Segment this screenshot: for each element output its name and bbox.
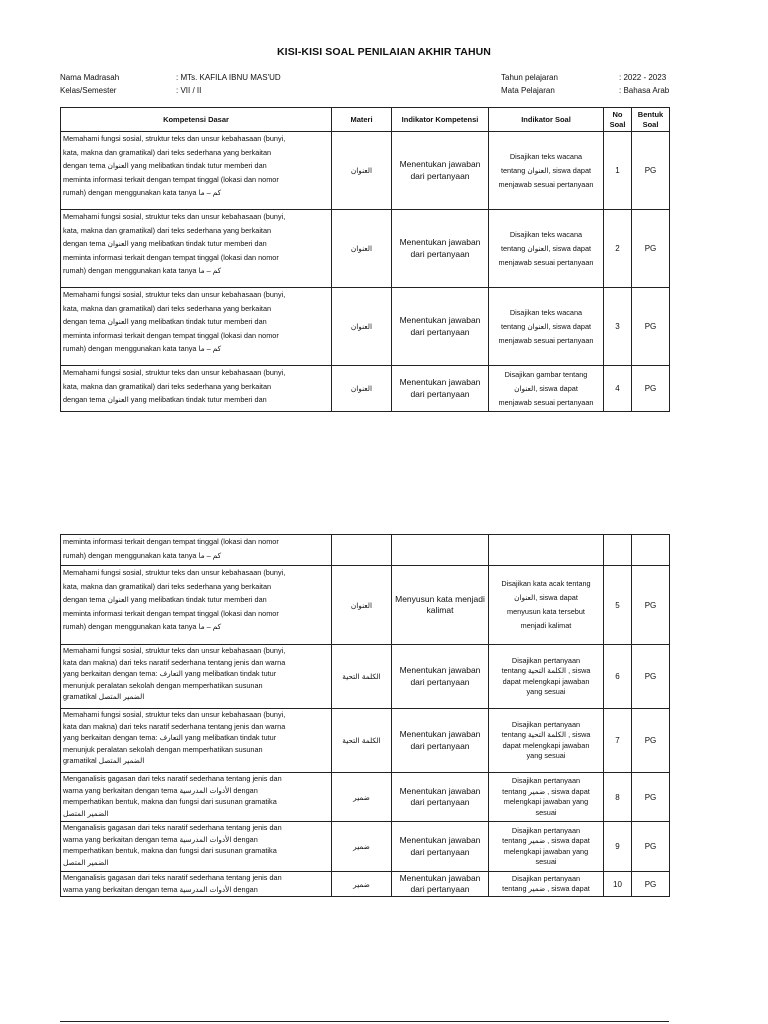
indikator-soal-cell — [489, 645, 604, 709]
kd-line: Menganalisis gagasan dari teks naratif sederhana tentang jenis dan — [63, 823, 282, 832]
table-row — [61, 872, 670, 897]
kompetensi-dasar-cell — [61, 210, 332, 288]
materi-cell — [332, 535, 392, 566]
no-soal-cell: 8 — [604, 773, 632, 822]
table-row — [61, 773, 670, 822]
bentuk-soal-cell — [632, 535, 670, 566]
meta-value: : 2022 - 2023 — [619, 73, 667, 82]
indikator-soal-line: العنوان, siswa dapat — [514, 383, 578, 393]
kompetensi-dasar-cell — [61, 709, 332, 773]
kd-line: kata, makna dan gramatikal) dari teks sederhana yang berkaitan — [63, 225, 272, 235]
kd-line: Menganalisis gagasan dari teks naratif sederhana tentang jenis dan — [63, 873, 282, 882]
meta-right — [501, 71, 669, 97]
kd-line: rumah) dengan menggunakan kata tanya كم – ما — [63, 622, 222, 631]
meta-value: : VII / II — [176, 86, 202, 95]
indikator-soal-line: menjawab sesuai pertanyaan — [498, 179, 594, 189]
kd-line: kata, makna dan gramatikal) dari teks sederhana yang berkaitan — [63, 147, 272, 157]
kd-line: Memahami fungsi sosial, struktur teks dan unsur kebahasaan (bunyi, — [63, 568, 286, 577]
bentuk-soal-cell: PG — [632, 366, 670, 412]
page-divider — [60, 1021, 669, 1022]
indikator-kompetensi-cell: Menentukan jawaban dari pertanyaan — [392, 132, 489, 210]
meta-label: Tahun pelajaran — [501, 73, 558, 82]
table-row — [61, 210, 670, 288]
table-header-row — [61, 108, 670, 132]
table-row — [61, 645, 670, 709]
indikator-soal-line: Disajikan teks wacana — [509, 229, 583, 239]
materi-cell: الكلمة التحية — [332, 645, 392, 709]
indikator-kompetensi-cell: Menyusun kata menjadi kalimat — [392, 566, 489, 645]
kd-line: yang berkaitan dengan tema: التعارف yang melibatkan tindak tutur — [63, 669, 277, 678]
indikator-soal-line: tentang العنوان, siswa dapat — [500, 321, 592, 331]
kompetensi-dasar-cell — [61, 132, 332, 210]
document-title: KISI-KISI SOAL PENILAIAN AKHIR TAHUN — [277, 46, 491, 58]
indikator-kompetensi-cell: Menentukan jawaban dari pertanyaan — [392, 288, 489, 366]
indikator-soal-line: tentang العنوان, siswa dapat — [500, 243, 592, 253]
kd-line: Memahami fungsi sosial, struktur teks dan unsur kebahasaan (bunyi, — [63, 646, 286, 655]
indikator-soal-cell — [489, 709, 604, 773]
kd-line: gramatikal الضمير المتصل — [63, 756, 145, 765]
indikator-soal-line: Disajikan pertanyaan — [511, 719, 581, 729]
indikator-soal-cell — [489, 566, 604, 645]
header-materi: Materi — [332, 108, 392, 132]
kd-line: warna yang berkaitan dengan tema الأدوات المدرسية dengan — [63, 785, 258, 795]
no-soal-cell: 3 — [604, 288, 632, 366]
materi-cell: العنوان — [332, 366, 392, 412]
table-row — [61, 132, 670, 210]
indikator-soal-line: yang sesuai — [526, 687, 566, 696]
indikator-soal-line: yang sesuai — [526, 751, 566, 760]
kd-line: rumah) dengan menggunakan kata tanya كم – ما — [63, 550, 222, 560]
header-indikator-soal: Indikator Soal — [489, 108, 604, 132]
materi-cell: العنوان — [332, 288, 392, 366]
no-soal-cell: 7 — [604, 709, 632, 773]
table-row-continuation — [61, 535, 670, 566]
indikator-kompetensi-cell: Menentukan jawaban dari pertanyaan — [392, 210, 489, 288]
indikator-soal-line: dapat melengkapi jawaban — [502, 740, 590, 750]
indikator-soal-line: Disajikan pertanyaan — [511, 655, 581, 665]
kd-line: meminta informasi terkait dengan tempat tinggal (lokasi dan nomor — [63, 252, 279, 262]
indikator-soal-line: menyusun kata tersebut — [507, 607, 585, 616]
kompetensi-dasar-cell — [61, 773, 332, 822]
materi-cell: ضمير — [332, 872, 392, 897]
bentuk-soal-cell: PG — [632, 645, 670, 709]
kd-line: dengan tema العنوان yang melibatkan tindak tutur memberi dan — [63, 595, 267, 604]
kd-line: meminta informasi terkait dengan tempat tinggal (lokasi dan nomor — [63, 608, 279, 618]
header-no-soal: No Soal — [604, 108, 632, 132]
meta-label: Mata Pelajaran — [501, 86, 555, 95]
kd-line: kata dan makna) dari teks naratif sederhana tentang jenis dan warna — [63, 657, 286, 667]
kd-line: Memahami fungsi sosial, struktur teks dan unsur kebahasaan (bunyi, — [63, 290, 286, 299]
indikator-soal-line: Disajikan pertanyaan — [511, 776, 581, 785]
materi-cell: الكلمة التحية — [332, 709, 392, 773]
bentuk-soal-cell: PG — [632, 822, 670, 872]
kd-line: kata, makna dan gramatikal) dari teks sederhana yang berkaitan — [63, 303, 272, 313]
indikator-soal-line: Disajikan teks wacana — [509, 307, 583, 317]
indikator-soal-line: melengkapi jawaban yang — [503, 797, 589, 806]
no-soal-cell — [604, 535, 632, 566]
kd-line: Memahami fungsi sosial, struktur teks dan unsur kebahasaan (bunyi, — [63, 368, 286, 377]
no-soal-cell: 10 — [604, 872, 632, 897]
indikator-soal-line: Disajikan gambar tentang — [504, 369, 588, 379]
kd-line: memperhatikan bentuk, makna dan fungsi dari susunan gramatika — [63, 797, 277, 806]
meta-label: Kelas/Semester — [60, 86, 117, 95]
bentuk-soal-cell: PG — [632, 566, 670, 645]
indikator-soal-cell — [489, 872, 604, 897]
kd-line: kata, makna dan gramatikal) dari teks sederhana yang berkaitan — [63, 581, 272, 591]
header-kompetensi-dasar: Kompetensi Dasar — [61, 108, 332, 132]
kompetensi-dasar-cell — [61, 366, 332, 412]
kd-line: dengan tema العنوان yang melibatkan tindak tutur memberi dan — [63, 395, 267, 404]
materi-cell: ضمير — [332, 773, 392, 822]
materi-cell: العنوان — [332, 132, 392, 210]
kompetensi-dasar-cell — [61, 566, 332, 645]
kd-line: meminta informasi terkait dengan tempat tinggal (lokasi dan nomor — [63, 330, 279, 340]
kd-line: rumah) dengan menggunakan kata tanya كم – ما — [63, 266, 222, 275]
kd-line: kata, makna dan gramatikal) dari teks sederhana yang berkaitan — [63, 381, 272, 391]
table-row — [61, 709, 670, 773]
indikator-soal-line: sesuai — [535, 807, 557, 817]
indikator-soal-line: tentang العنوان, siswa dapat — [500, 165, 592, 175]
indikator-kompetensi-cell: Menentukan jawaban dari pertanyaan — [392, 645, 489, 709]
kompetensi-dasar-cell — [61, 872, 332, 897]
indikator-soal-line: tentang الكلمة التحية , siswa — [501, 730, 591, 739]
indikator-kompetensi-cell — [392, 535, 489, 566]
no-soal-cell: 2 — [604, 210, 632, 288]
kisi-kisi-table-page-1 — [60, 107, 670, 412]
kd-line: warna yang berkaitan dengan tema الأدوات المدرسية dengan — [63, 834, 258, 844]
indikator-soal-line: Disajikan kata acak tentang — [501, 579, 591, 588]
indikator-soal-line: menjadi kalimat — [520, 621, 572, 630]
kd-line: gramatikal الضمير المتصل — [63, 692, 145, 701]
no-soal-cell: 1 — [604, 132, 632, 210]
indikator-soal-line: Disajikan pertanyaan — [511, 873, 581, 883]
indikator-kompetensi-cell: Menentukan jawaban dari pertanyaan — [392, 872, 489, 897]
indikator-soal-cell — [489, 535, 604, 566]
indikator-soal-line: sesuai — [535, 857, 557, 866]
meta-label: Nama Madrasah — [60, 73, 120, 82]
kisi-kisi-table-page-2 — [60, 534, 670, 897]
indikator-soal-line: tentang ضمير , siswa dapat — [502, 884, 590, 893]
indikator-soal-cell — [489, 773, 604, 822]
kd-line: kata dan makna) dari teks naratif sederhana tentang jenis dan warna — [63, 721, 286, 731]
bentuk-soal-cell: PG — [632, 210, 670, 288]
meta-value: : MTs. KAFILA IBNU MAS'UD — [176, 73, 281, 82]
meta-left — [60, 71, 281, 97]
table-row — [61, 366, 670, 412]
meta-row-nama-madrasah — [60, 71, 281, 84]
kd-line: yang berkaitan dengan tema: التعارف yang melibatkan tindak tutur — [63, 733, 277, 742]
indikator-soal-line: menjawab sesuai pertanyaan — [498, 335, 594, 345]
kd-line: dengan tema العنوان yang melibatkan tindak tutur memberi dan — [63, 161, 267, 170]
indikator-soal-line: menjawab sesuai pertanyaan — [498, 397, 594, 407]
indikator-soal-line: Disajikan teks wacana — [509, 151, 583, 161]
kd-line: الضمير المتصل — [63, 808, 109, 818]
kompetensi-dasar-cell — [61, 535, 332, 566]
indikator-soal-cell — [489, 288, 604, 366]
kd-line: rumah) dengan menggunakan kata tanya كم – ما — [63, 344, 222, 353]
meta-row-tahun-pelajaran — [501, 71, 669, 84]
bentuk-soal-cell: PG — [632, 288, 670, 366]
indikator-soal-line: melengkapi jawaban yang — [503, 846, 589, 856]
indikator-soal-line: tentang ضمير , siswa dapat — [502, 786, 590, 796]
indikator-soal-cell — [489, 210, 604, 288]
kd-line: Memahami fungsi sosial, struktur teks dan unsur kebahasaan (bunyi, — [63, 134, 286, 143]
kd-line: Memahami fungsi sosial, struktur teks dan unsur kebahasaan (bunyi, — [63, 710, 286, 719]
kd-line: meminta informasi terkait dengan tempat tinggal (lokasi dan nomor — [63, 537, 279, 546]
header-bentuk-soal: Bentuk Soal — [632, 108, 670, 132]
kd-line: Memahami fungsi sosial, struktur teks dan unsur kebahasaan (bunyi, — [63, 212, 286, 221]
kompetensi-dasar-cell — [61, 645, 332, 709]
table-row — [61, 822, 670, 872]
meta-row-mata-pelajaran — [501, 84, 669, 97]
kompetensi-dasar-cell — [61, 822, 332, 872]
kd-line: meminta informasi terkait dengan tempat tinggal (lokasi dan nomor — [63, 174, 279, 184]
bentuk-soal-cell: PG — [632, 872, 670, 897]
kd-line: الضمير المتصل — [63, 857, 109, 867]
kd-line: menunjuk peralatan sekolah dengan memperhatikan susunan — [63, 680, 263, 690]
indikator-kompetensi-cell: Menentukan jawaban dari pertanyaan — [392, 822, 489, 872]
indikator-kompetensi-cell: Menentukan jawaban dari pertanyaan — [392, 709, 489, 773]
kd-line: dengan tema العنوان yang melibatkan tindak tutur memberi dan — [63, 317, 267, 326]
bentuk-soal-cell: PG — [632, 132, 670, 210]
indikator-soal-line: Disajikan pertanyaan — [511, 825, 581, 835]
indikator-soal-line: tentang الكلمة التحية , siswa — [501, 666, 591, 675]
kd-line: menunjuk peralatan sekolah dengan memperhatikan susunan — [63, 744, 263, 754]
no-soal-cell: 6 — [604, 645, 632, 709]
kd-line: rumah) dengan menggunakan kata tanya كم – ما — [63, 188, 222, 197]
materi-cell: العنوان — [332, 210, 392, 288]
indikator-soal-line: العنوان, siswa dapat — [514, 593, 578, 602]
indikator-kompetensi-cell: Menentukan jawaban dari pertanyaan — [392, 366, 489, 412]
table-row — [61, 288, 670, 366]
kompetensi-dasar-cell — [61, 288, 332, 366]
indikator-soal-cell — [489, 132, 604, 210]
meta-value: : Bahasa Arab — [619, 86, 670, 95]
no-soal-cell: 4 — [604, 366, 632, 412]
indikator-soal-line: menjawab sesuai pertanyaan — [498, 257, 594, 267]
bentuk-soal-cell: PG — [632, 709, 670, 773]
indikator-soal-cell — [489, 822, 604, 872]
no-soal-cell: 9 — [604, 822, 632, 872]
indikator-kompetensi-cell: Menentukan jawaban dari pertanyaan — [392, 773, 489, 822]
no-soal-cell: 5 — [604, 566, 632, 645]
kd-line: Menganalisis gagasan dari teks naratif sederhana tentang jenis dan — [63, 774, 282, 783]
indikator-soal-line: dapat melengkapi jawaban — [502, 676, 590, 686]
indikator-soal-line: tentang ضمير , siswa dapat — [502, 836, 590, 845]
materi-cell: ضمير — [332, 822, 392, 872]
kd-line: dengan tema العنوان yang melibatkan tindak tutur memberi dan — [63, 239, 267, 248]
materi-cell: العنوان — [332, 566, 392, 645]
indikator-soal-cell — [489, 366, 604, 412]
kd-line: warna yang berkaitan dengan tema الأدوات المدرسية dengan — [63, 884, 258, 894]
bentuk-soal-cell: PG — [632, 773, 670, 822]
header-indikator-kompetensi: Indikator Kompetensi — [392, 108, 489, 132]
meta-row-kelas-semester — [60, 84, 281, 97]
table-row — [61, 566, 670, 645]
kd-line: memperhatikan bentuk, makna dan fungsi dari susunan gramatika — [63, 846, 277, 855]
